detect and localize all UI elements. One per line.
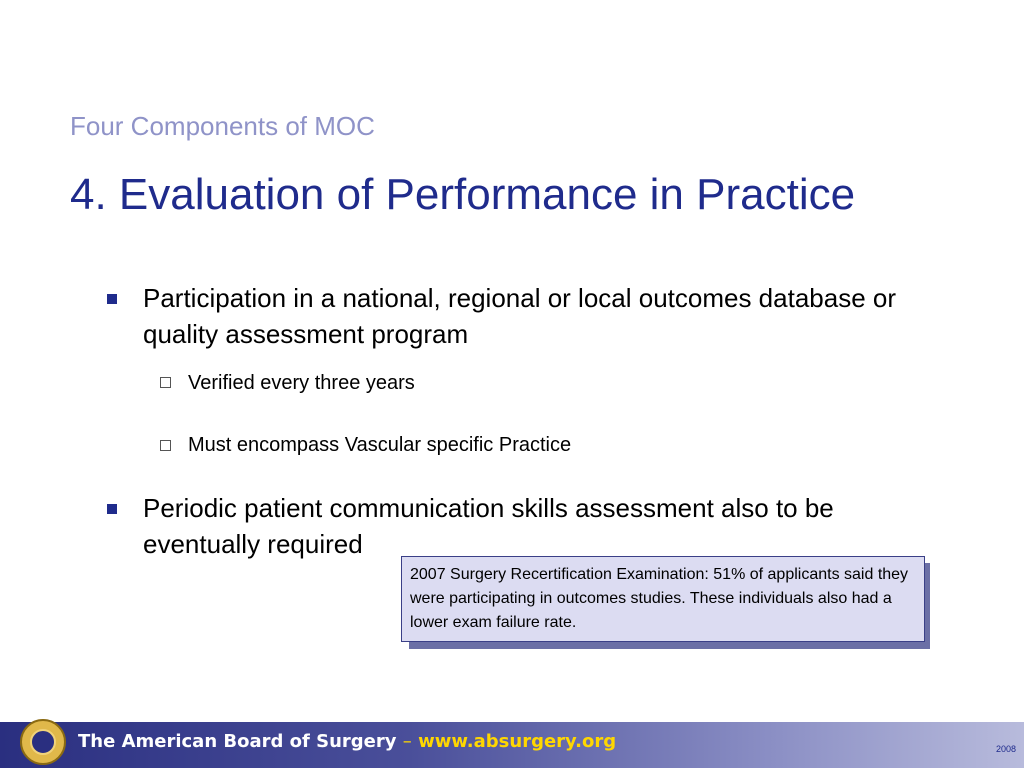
slide-title: 4. Evaluation of Performance in Practice (70, 170, 856, 219)
square-bullet-icon (107, 294, 117, 304)
footer-separator: – (402, 731, 412, 752)
sub-bullet-item: Verified every three years (188, 372, 415, 394)
slide-subtitle: Four Components of MOC (70, 111, 375, 141)
sub-bullet-item: Must encompass Vascular specific Practice (188, 434, 572, 456)
bullet-item: Participation in a national, regional or local outcomes database or quality assessment program (143, 283, 897, 349)
bullet-item: Periodic patient communication skills assessment also to be eventually required (143, 493, 834, 559)
hollow-square-bullet-icon (160, 377, 171, 388)
square-bullet-icon (107, 504, 117, 514)
abs-seal-icon (20, 719, 66, 765)
footer-year: 2008 (995, 744, 1016, 754)
footer-org: The American Board of Surgery (78, 731, 397, 752)
callout-box: 2007 Surgery Recertification Examination: 51% of applicants said they were participating in outcomes studies. These individuals also had a lower exam failure rate. (401, 556, 925, 642)
hollow-square-bullet-icon (160, 440, 171, 451)
footer-url[interactable]: www.absurgery.org (418, 731, 617, 752)
footer-text (78, 731, 616, 752)
